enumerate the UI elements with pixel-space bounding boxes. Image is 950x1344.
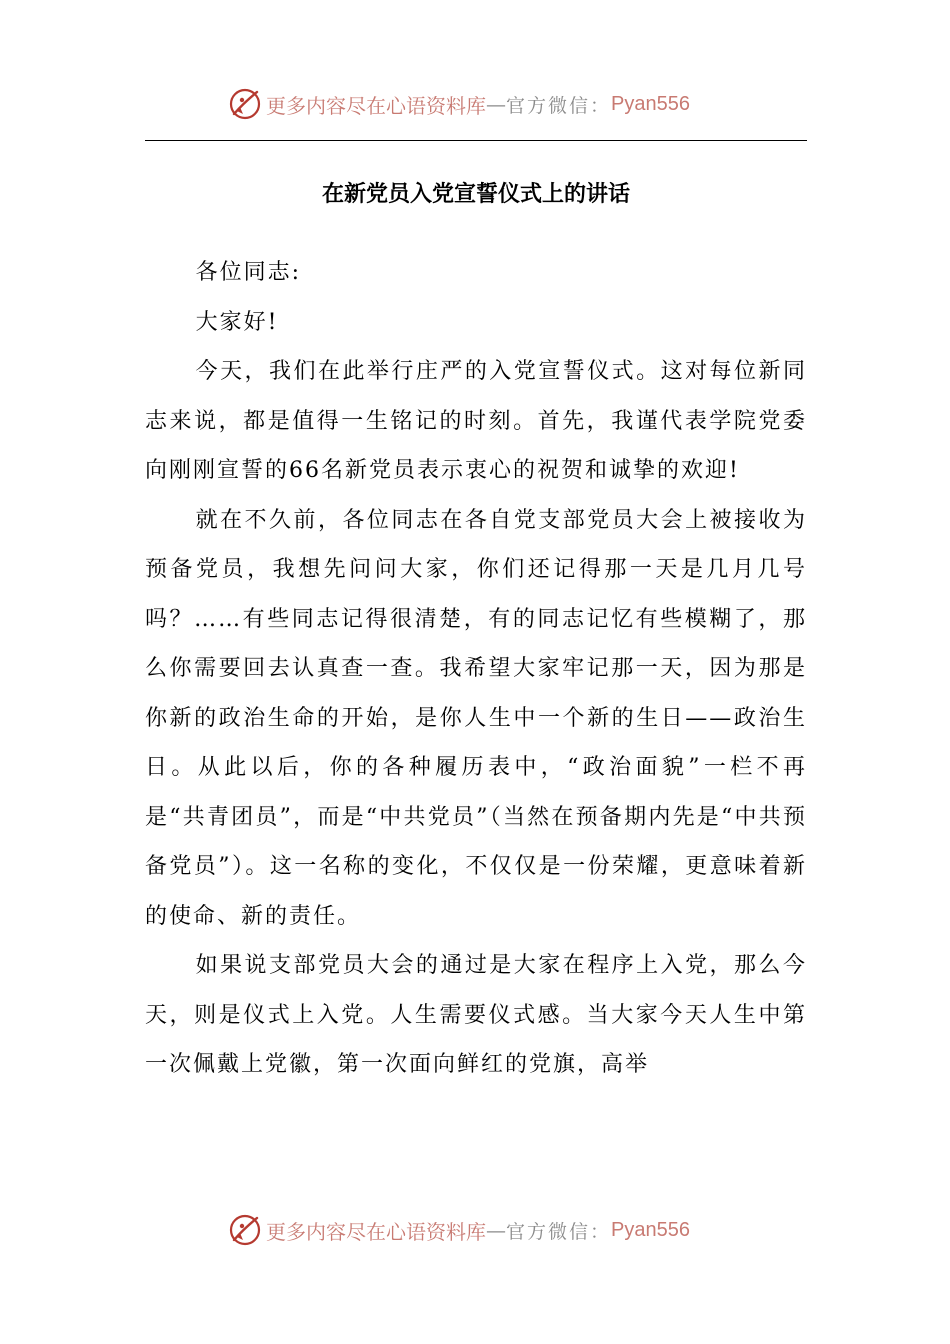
header-watermark (228, 84, 690, 124)
header-divider (145, 140, 807, 141)
document-body (145, 248, 807, 1090)
watermark-official-label: 官方微信： (506, 1220, 612, 1243)
watermark-text: 更多内容尽在心语资料库 (266, 93, 486, 118)
pen-logo-icon (228, 1213, 262, 1247)
body-paragraph: 就在不久前，各位同志在各自党支部党员大会上被接收为预备党员，我想先问问大家，你们还记得那一天是几月几号吗？……有些同志记得很清楚，有的同志记忆有些模糊了，那么你需要回去认真查一查。我希望大家牢记那一天，因为那是你新的政治生命的开始，是你人生中一个新的生日——政治生日。从此以后，你的各种履历表中，“政治面貌”一栏不再是“共青团员”，而是“中共党员”（当然在预备期内先是“中共预备党员”）。这一名称的变化，不仅仅是一份荣耀，更意味着新的使命、新的责任。 (145, 507, 807, 929)
watermark-wechat-id: Pyan556 (611, 1218, 690, 1241)
body-paragraph: 如果说支部党员大会的通过是大家在程序上入党，那么今天，则是仪式上入党。人生需要仪式感。当大家今天人生中第一次佩戴上党徽，第一次面向鲜红的党旗，高举 (145, 953, 807, 1077)
watermark-wechat-id: Pyan556 (611, 92, 690, 115)
watermark-dash: — (486, 92, 506, 116)
footer-watermark (228, 1210, 690, 1250)
watermark-text: 更多内容尽在心语资料库 (266, 1219, 486, 1244)
watermark-official-label: 官方微信： (506, 94, 612, 117)
watermark-dash: — (486, 1218, 506, 1242)
body-paragraph: 今天，我们在此举行庄严的入党宣誓仪式。这对每位新同志来说，都是值得一生铭记的时刻。首先，我谨代表学院党委向刚刚宣誓的66名新党员表示衷心的祝贺和诚挚的欢迎! (145, 359, 807, 483)
greeting: 大家好! (195, 309, 279, 335)
pen-logo-icon (228, 87, 262, 121)
document-title: 在新党员入党宣誓仪式上的讲话 (321, 181, 630, 207)
salutation: 各位同志: (195, 260, 302, 285)
